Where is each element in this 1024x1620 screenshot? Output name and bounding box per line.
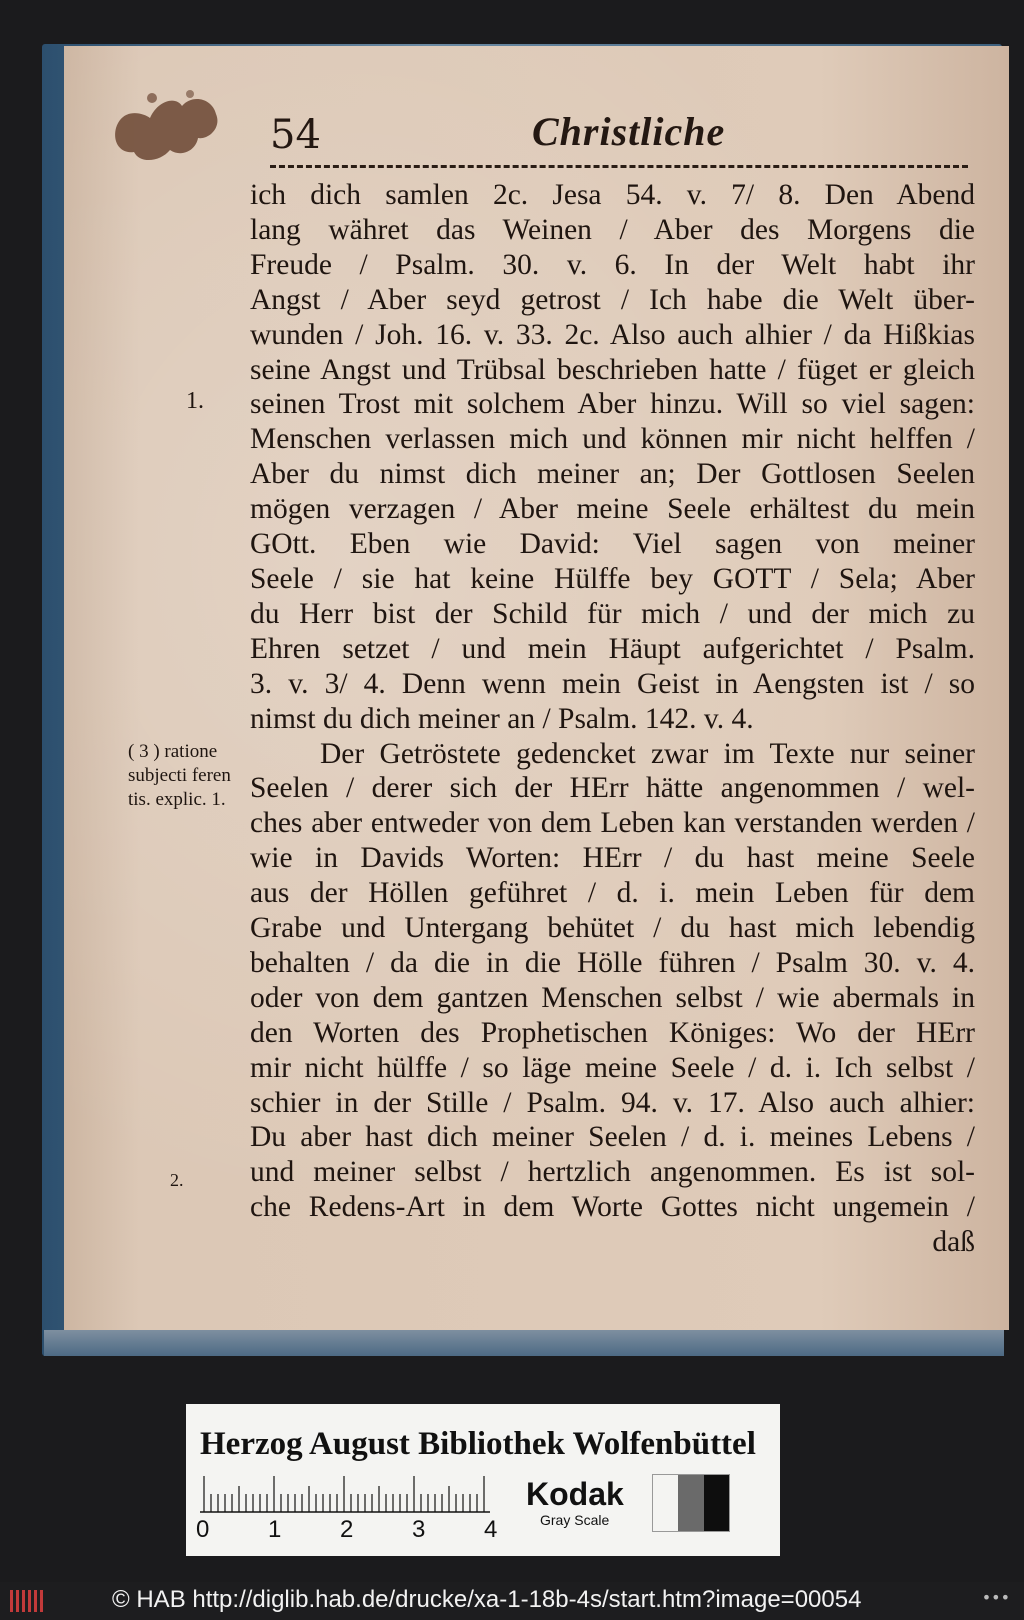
gray-scale-label: Gray Scale — [540, 1512, 610, 1528]
gray-swatches — [652, 1474, 730, 1532]
text-line: du Herr bist der Schild für mich / und der mich zu — [250, 597, 975, 630]
text-line: Grabe und Untergang behütet / du hast mich lebendig — [250, 912, 975, 945]
text-line: mir nicht hülffe / so läge meine Seele / d. i. Ich selbst / — [250, 1051, 975, 1084]
ruler-number: 1 — [268, 1516, 282, 1543]
text-line: Menschen verlassen mich und können mir nicht helffen / — [250, 423, 975, 456]
ruler-number: 3 — [412, 1516, 426, 1543]
text-line: ich dich samlen 2c. Jesa 54. v. 7/ 8. Den Abend — [250, 179, 975, 211]
text-line: Freude / Psalm. 30. v. 6. In der Welt habt ihr — [250, 248, 975, 281]
text-line: aus der Höllen geführet / d. i. mein Leben für dem — [250, 877, 975, 910]
text-line: oder von dem gantzen Menschen selbst / wie abermals in — [250, 981, 975, 1014]
text-line: Aber du nimst dich meiner an; Der Gottlosen Seelen — [250, 458, 975, 491]
hab-logo-icon — [8, 1586, 50, 1616]
ruler-number: 2 — [340, 1516, 354, 1543]
text-line: seine Angst und Trübsal beschrieben hatte / füget er gleich — [250, 353, 975, 386]
text-line: GOtt. Eben wie David: Viel sagen von meiner — [250, 528, 975, 561]
gray-swatch — [704, 1475, 729, 1531]
text-line: wie in Davids Worten: HErr / du hast meine Seele — [250, 842, 975, 875]
ink-stain-decoration — [112, 88, 222, 166]
margin-note-1: 1. — [186, 388, 204, 414]
text-line: Angst / Aber seyd getrost / Ich habe die Welt über- — [250, 283, 975, 316]
text-line: und meiner selbst / hertzlich angenommen. Es ist sol- — [250, 1156, 975, 1189]
text-line: den Worten des Prophetischen Königes: Wo der HErr — [250, 1016, 975, 1049]
running-head: Christliche — [532, 109, 726, 154]
text-line: nimst du dich meiner an / Psalm. 142. v. 4. — [250, 702, 754, 735]
gray-swatch — [653, 1475, 678, 1531]
text-line: seinen Trost mit solchem Aber hinzu. Will so viel sagen: — [250, 388, 975, 421]
ruler-numbers — [196, 1516, 536, 1546]
ruler-scale — [200, 1472, 500, 1516]
catchword: daß — [932, 1226, 975, 1259]
margin-note-line: ( 3 ) ratione — [128, 741, 218, 762]
header-rule — [270, 165, 968, 173]
text-line: Ehren setzet / und mein Häupt aufgerichtet / Psalm. — [250, 632, 975, 665]
copyright-link[interactable]: © HAB http://diglib.hab.de/drucke/xa-1-18b-4s/start.htm?image=00054 — [112, 1586, 862, 1613]
text-line: Seelen / derer sich der HErr hätte angenommen / wel- — [250, 772, 975, 805]
margin-note-3: 2. — [170, 1170, 184, 1190]
text-line: Du aber hast dich meiner Seelen / d. i. meines Lebens / — [250, 1121, 975, 1154]
gray-swatch — [678, 1475, 703, 1531]
library-color-card — [186, 1404, 780, 1556]
margin-note-2 — [128, 740, 258, 812]
ruler-number: 4 — [484, 1516, 498, 1543]
page-header — [270, 100, 970, 160]
viewer-footer — [0, 1582, 1024, 1620]
text-line: Seele / sie hat keine Hülffe bey GOTT / Sela; Aber — [250, 562, 975, 595]
text-line: Der Getröstete gedencket zwar im Texte nur seiner — [320, 737, 975, 770]
page-number: 54 — [270, 112, 321, 158]
ruler-number: 0 — [196, 1516, 210, 1543]
text-line: wunden / Joh. 16. v. 33. 2c. Also auch alhier / da Hißkias — [250, 318, 975, 351]
text-line: behalten / da die in die Hölle führen / Psalm 30. v. 4. — [250, 946, 975, 979]
text-line: ches aber entweder von dem Leben kan verstanden werden / — [250, 807, 975, 840]
page-bottom-edge — [44, 1330, 1004, 1356]
text-line: 3. v. 3/ 4. Denn wenn mein Geist in Aengsten ist / so — [250, 667, 975, 700]
main-text — [250, 178, 975, 1260]
text-line: schier in der Stille / Psalm. 94. v. 17. Also auch alhier: — [250, 1086, 975, 1119]
more-options-icon[interactable]: ••• — [981, 1588, 1010, 1607]
library-name: Herzog August Bibliothek Wolfenbüttel — [200, 1426, 756, 1462]
margin-note-line: tis. explic. 1. — [128, 789, 226, 810]
margin-note-line: subjecti feren — [128, 765, 231, 786]
text-line: che Redens-Art in dem Worte Gottes nicht ungemein / — [250, 1191, 975, 1224]
kodak-brand: Kodak — [526, 1476, 624, 1512]
text-line: mögen verzagen / Aber meine Seele erhältest du mein — [250, 493, 975, 526]
text-line: lang währet das Weinen / Aber des Morgens die — [250, 213, 975, 246]
